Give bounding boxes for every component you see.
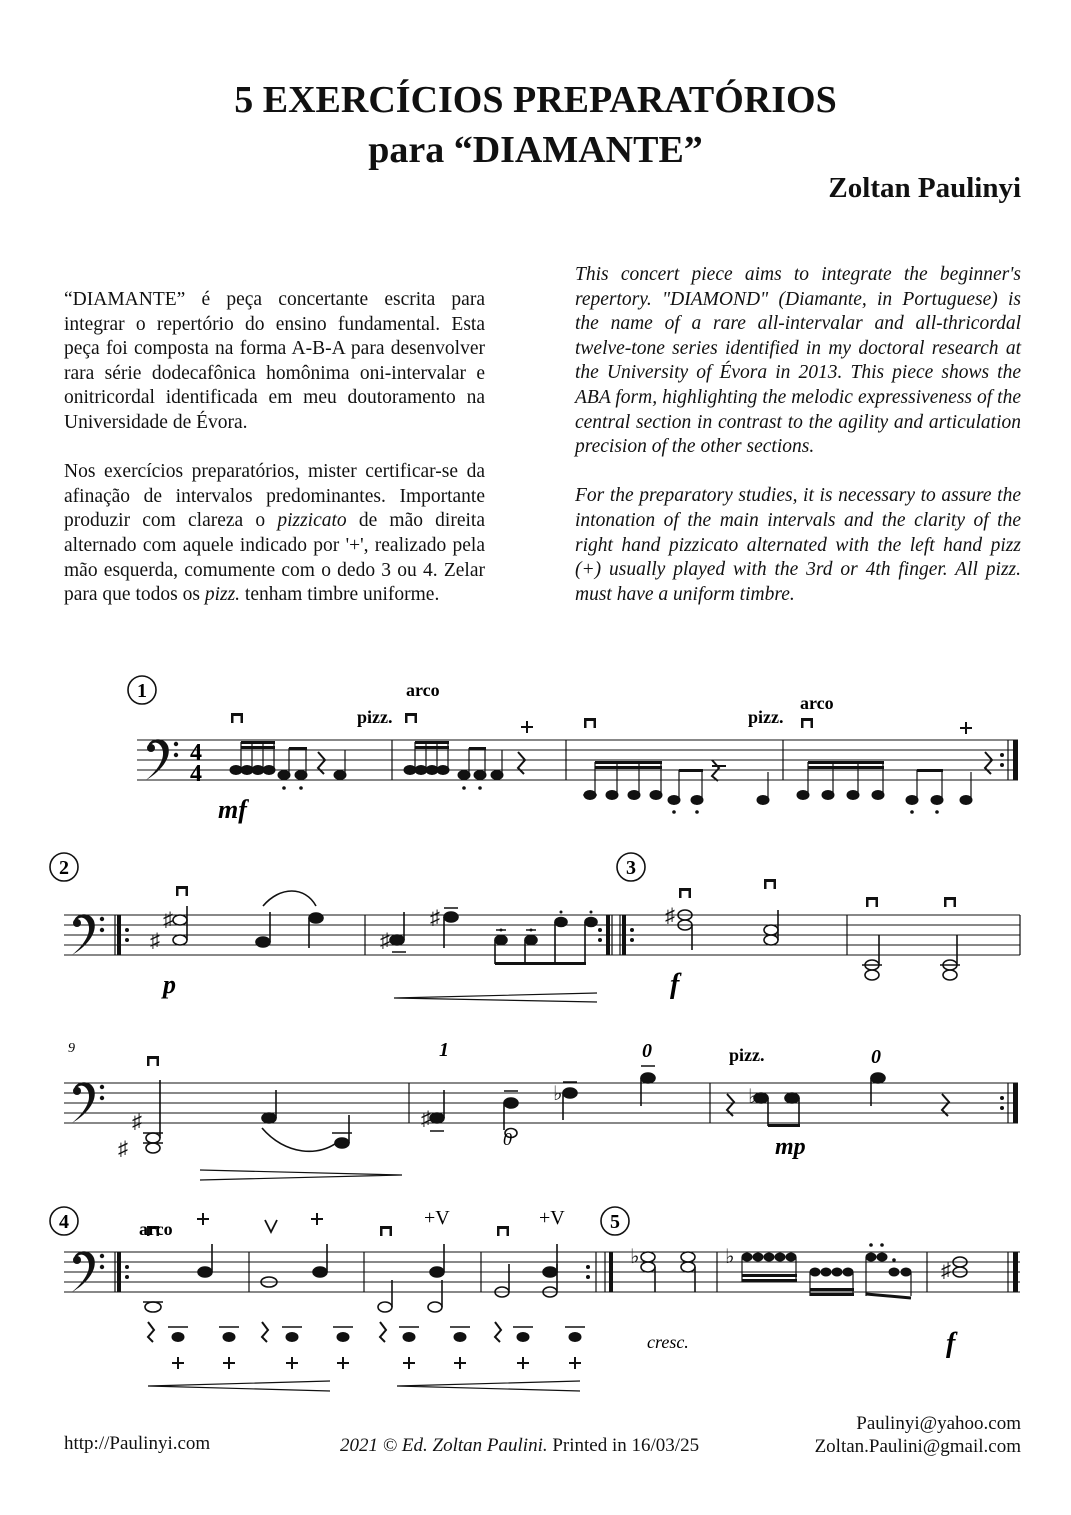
staff-lines-2	[64, 915, 1020, 955]
footer-copyright-b: Printed in 16/03/25	[547, 1435, 700, 1456]
svg-text:♯: ♯	[665, 905, 675, 927]
system-2	[50, 853, 1020, 1002]
title-line-1: 5 EXERCÍCIOS PREPARATÓRIOS	[234, 79, 837, 121]
intro-en-paragraph-1: This concert piece aims to integrate the beginner's repertory. "DIAMOND" (Diamante, in Portuguese) is the name of a rare all-intervalar and all-thricordal twelve-tone series identified in my doctoral research at the University of Évora in 2013. This piece shows the ABA form, highlighting the melodic expressiveness of the central section in contrast to the agility and articulation precision of the other sections.	[575, 264, 1021, 458]
plus-mark-1	[521, 721, 533, 733]
exercise-number-2: 2	[59, 857, 69, 879]
downbow-10	[147, 1056, 159, 1066]
intro-pt-paragraph-1: “DIAMANTE” é peça concertante escrita para integrar o repertório do ensino fundamental. Esta peça foi composta na forma A-B-A para desenvolver rara série dodecafônica homônima oni-intervalar e onitricordal identificada em meu doutoramento na Universidade de Évora.	[64, 289, 485, 433]
svg-text:♭: ♭	[748, 1086, 758, 1108]
fingering-0-1: 0	[642, 1040, 652, 1062]
composer-name: Zoltan Paulinyi	[828, 172, 1021, 204]
measure-1-notes	[230, 741, 346, 790]
svg-text:♯: ♯	[941, 1260, 951, 1282]
intro-pt-p2-c: tenham timbre uniforme.	[240, 584, 440, 606]
marking-cresc: cresc.	[647, 1332, 689, 1352]
fingering-0-3: 0	[503, 1129, 512, 1149]
fingering-0-2: 0	[871, 1046, 881, 1068]
svg-text:♭: ♭	[630, 1246, 640, 1268]
downbow-5	[176, 886, 188, 896]
dynamic-p: p	[163, 970, 176, 999]
intro-english	[575, 263, 1021, 632]
exercise-2-notes	[173, 891, 597, 964]
intro-pt-p2-a: Nos exercícios preparatórios, mister certificar-se da afinação de intervalos predominantes. Importante produzir com clareza o	[64, 461, 485, 532]
exercise-5-runs	[742, 1243, 967, 1298]
downbow-4	[801, 718, 813, 728]
measure-3-notes	[583, 760, 769, 814]
downbow-2	[405, 713, 417, 723]
crescendo-hairpin-1	[394, 993, 597, 1002]
intro-pt-p2-b: de mão direita alternado com aquele indicado por '+', realizado pela mão esquerda, comumente com o dedo 3 ou 4. Zelar para que todos os	[64, 510, 485, 606]
svg-text:♭: ♭	[553, 1083, 563, 1105]
svg-text:♯: ♯	[132, 1111, 142, 1133]
marking-arco-3: arco	[139, 1219, 173, 1239]
exercise-4-notes	[143, 1244, 557, 1312]
intro-portuguese	[64, 288, 485, 632]
marking-pizz-2: pizz.	[748, 707, 784, 727]
crescendo-hairpin-3	[397, 1381, 580, 1391]
svg-text:♭: ♭	[725, 1246, 735, 1268]
exercise-number-5: 5	[610, 1211, 620, 1233]
svg-text:♯: ♯	[380, 930, 390, 952]
intro-en-paragraph-2: For the preparatory studies, it is necessary to assure the intonation of the main intervals and the clarity of the right hand pizzicato alternated with the left hand pizz (+) usually played with the 3rd or 4th finger. All pizz. must have a uniform timbre.	[575, 485, 1021, 605]
system-4	[50, 1207, 1020, 1391]
svg-text:♯: ♯	[150, 930, 160, 952]
downbow-6	[679, 888, 691, 898]
time-sig-bottom: 4	[190, 761, 202, 787]
dynamic-mf: mf	[218, 795, 247, 824]
measure-number-9: 9	[68, 1041, 75, 1056]
marking-pizz-3: pizz.	[729, 1045, 765, 1065]
downbow-3	[584, 718, 596, 728]
marking-up-bow-2: +V	[539, 1207, 565, 1229]
exercise-number-1: 1	[137, 680, 147, 702]
intro-pt-pizz: pizz.	[204, 584, 241, 606]
bow-marks-system-4	[147, 1220, 509, 1236]
final-barline-1	[1013, 740, 1018, 780]
system-3	[64, 1039, 1018, 1180]
plus-mark-2	[960, 722, 972, 734]
intro-pt-pizzicato: pizzicato	[277, 510, 347, 532]
dynamic-f-1: f	[670, 969, 680, 1000]
marking-arco-2: arco	[800, 693, 834, 713]
left-hand-pizz-marks	[172, 1213, 581, 1369]
dynamic-f-2: f	[946, 1328, 956, 1359]
system-1	[128, 676, 1018, 824]
svg-text:♯: ♯	[118, 1138, 128, 1160]
marking-pizz-1: pizz.	[357, 707, 393, 727]
downbow-1	[231, 713, 243, 723]
title-line-2: para “DIAMANTE”	[368, 129, 703, 171]
svg-text:♯: ♯	[430, 907, 440, 929]
dynamic-mp: mp	[775, 1134, 806, 1160]
fingering-1: 1	[439, 1039, 449, 1061]
time-sig-top: 4	[190, 740, 202, 766]
crescendo-hairpin-2	[148, 1381, 330, 1391]
measure-2-notes	[404, 741, 525, 790]
intro-pt-paragraph-2	[64, 460, 485, 608]
exercise-number-4: 4	[59, 1211, 69, 1233]
downbow-8	[866, 897, 878, 907]
sheet-music	[0, 660, 1071, 1400]
footer-email-1[interactable]: Paulinyi@yahoo.com	[856, 1413, 1021, 1434]
staff-lines-3	[64, 1083, 1018, 1123]
marking-arco-1: arco	[406, 680, 440, 700]
measure-4-notes	[797, 752, 992, 814]
footer-email-2[interactable]: Zoltan.Paulini@gmail.com	[814, 1436, 1021, 1457]
footer-website[interactable]: http://Paulinyi.com	[64, 1433, 211, 1454]
svg-text:♯: ♯	[421, 1108, 431, 1130]
exercise-4-lower-voice	[148, 1322, 585, 1342]
exercise-number-3: 3	[626, 857, 636, 879]
downbow-7	[764, 879, 776, 889]
marking-up-bow-1: +V	[424, 1207, 450, 1229]
svg-text:♯: ♯	[163, 909, 173, 931]
downbow-9	[944, 897, 956, 907]
diminuendo-hairpin	[200, 1170, 402, 1180]
footer-copyright-a: 2021 © Ed. Zoltan Paulini.	[340, 1435, 548, 1456]
footer-copyright	[340, 1435, 699, 1457]
